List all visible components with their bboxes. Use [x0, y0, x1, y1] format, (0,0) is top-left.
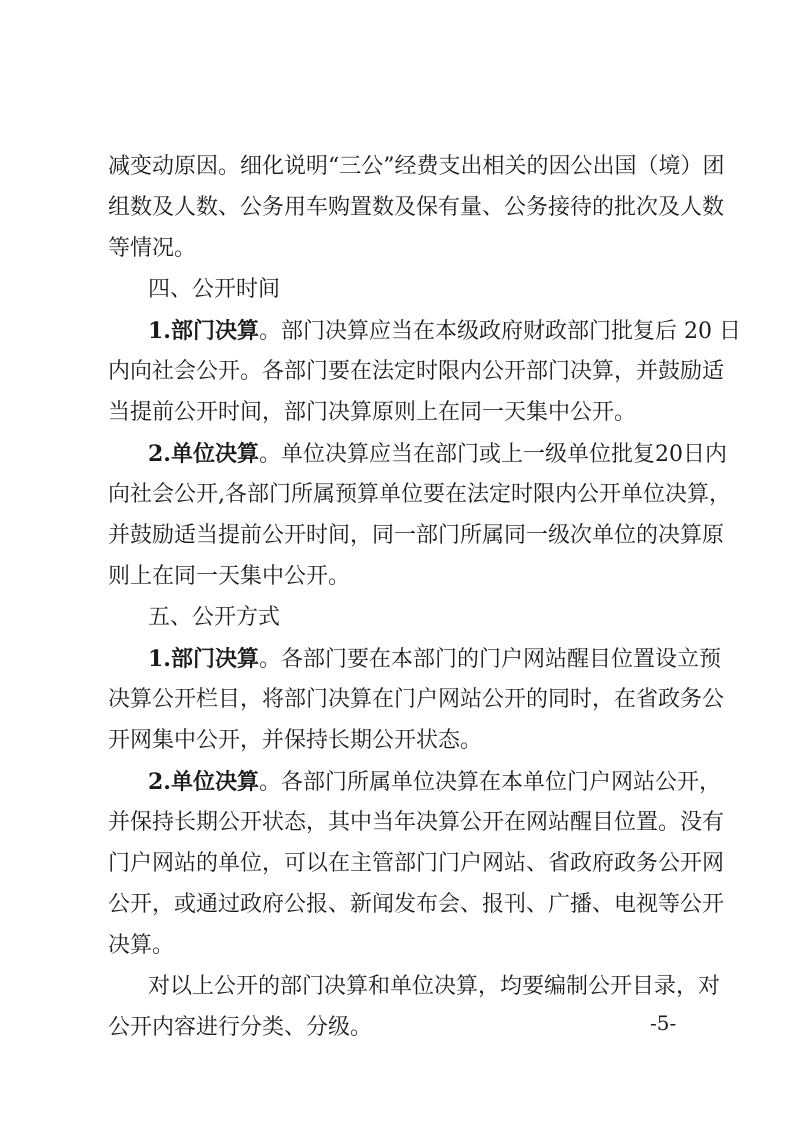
paragraph-line: 门户网站的单位，可以在主管部门门户网站、省政府政务公开网 [108, 851, 725, 876]
paragraph-line: 公开内容进行分类、分级。 [108, 1015, 373, 1040]
paragraph-line: 决算公开栏目，将部门决算在门户网站公开的同时，在省政务公 [108, 687, 725, 712]
paragraph-line: 开网集中公开，并保持长期公开状态。 [108, 728, 483, 753]
item-label: 1.部门决算 [148, 646, 259, 672]
page-number: -5- [650, 1011, 677, 1035]
item-label: 2.单位决算 [148, 441, 259, 467]
paragraph-line: 并保持长期公开状态，其中当年决算公开在网站醒目位置。没有 [108, 810, 725, 835]
section-heading-5: 五、公开方式 [148, 605, 281, 630]
paragraph-line: 等情况。 [108, 236, 197, 261]
item-text: 。单位决算应当在部门或上一级单位批复20日内 [258, 442, 727, 467]
item-first-line [148, 639, 721, 679]
paragraph-line: 决算。 [108, 933, 175, 958]
item-label: 1.部门决算 [148, 318, 259, 344]
item-text: 。各部门所属单位决算在本单位门户网站公开， [258, 770, 721, 795]
item-first-line [148, 434, 727, 474]
item-text: 。各部门要在本部门的门户网站醒目位置设立预 [258, 647, 721, 672]
item-label: 2.单位决算 [148, 769, 259, 795]
paragraph-line: 则上在同一天集中公开。 [108, 564, 351, 589]
paragraph-line: 对以上公开的部门决算和单位决算，均要编制公开目录，对 [148, 974, 721, 999]
paragraph-line: 当提前公开时间，部门决算原则上在同一天集中公开。 [108, 400, 637, 425]
section-heading-4: 四、公开时间 [148, 277, 281, 302]
paragraph-line: 向社会公开,各部门所属预算单位要在法定时限内公开单位决算， [108, 482, 731, 507]
paragraph-line: 内向社会公开。各部门要在法定时限内公开部门决算，并鼓励适 [108, 359, 725, 384]
item-text: 。部门决算应当在本级政府财政部门批复后 20 日 [258, 319, 741, 344]
paragraph-line: 组数及人数、公务用车购置数及保有量、公务接待的批次及人数 [108, 195, 725, 220]
paragraph-line: 并鼓励适当提前公开时间，同一部门所属同一级次单位的决算原 [108, 523, 725, 548]
paragraph-line: 公开，或通过政府公报、新闻发布会、报刊、广播、电视等公开 [108, 892, 725, 917]
paragraph-line: 减变动原因。细化说明“三公”经费支出相关的因公出国（境）团 [108, 154, 725, 179]
item-first-line [148, 762, 721, 802]
item-first-line [148, 311, 741, 351]
